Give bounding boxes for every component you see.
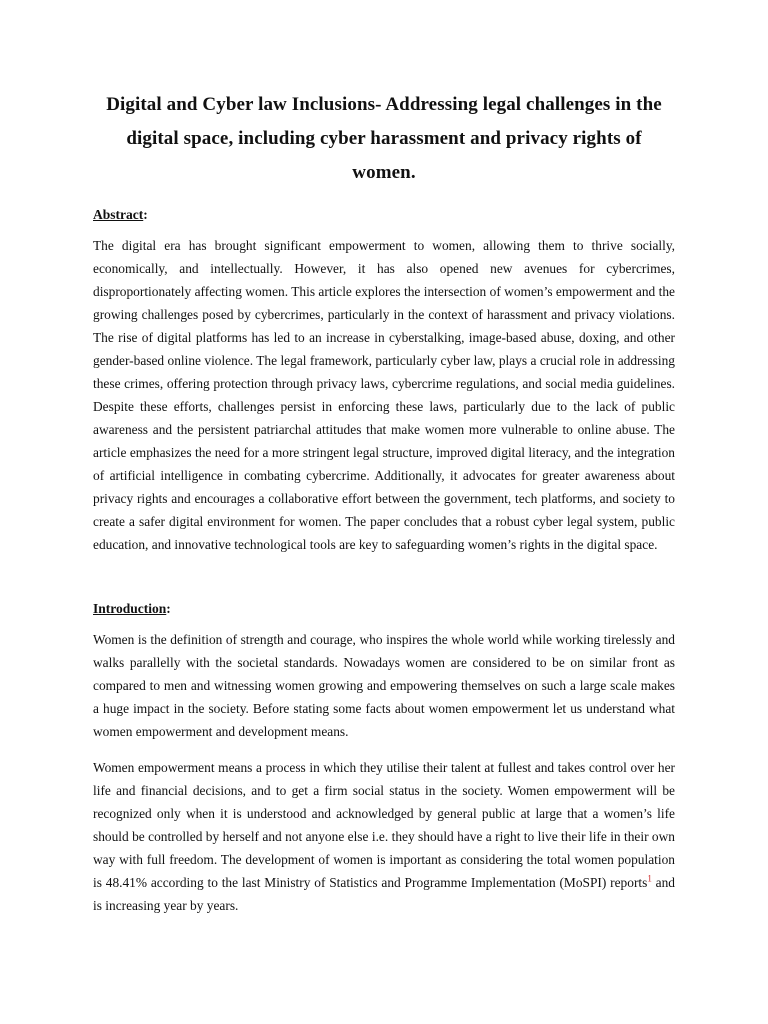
abstract-text: The digital era has brought significant empowerment to women, allowing them to thrive socially, economically, and intellectually. However, it has also opened new avenues for cybercrimes, disproportionately affecting women. This article explores the intersection of women’s empowerment and the growing challenges posed by cybercrimes, particularly in the context of harassment and privacy violations. The rise of digital platforms has led to an increase in cyberstalking, image-based abuse, doxing, and other gender-based online violence. The legal framework, particularly cyber law, plays a crucial role in addressing these crimes, offering protection through privacy laws, cybercrime regulations, and social media guidelines. Despite these efforts, challenges persist in enforcing these laws, particularly due to the lack of public awareness and the persistent patriarchal attitudes that make women more vulnerable to online abuse. The article emphasizes the need for a more stringent legal structure, improved digital literacy, and the integration of artificial intelligence in combating cybercrime. Additionally, it advocates for greater awareness about privacy rights and encourages a collaborative effort between the government, tech platforms, and society to create a safer digital environment for women. The paper concludes that a robust cyber legal system, public education, and innovative technological tools are key to safeguarding women’s rights in the digital space. bbox=[93, 238, 675, 552]
introduction-heading-label: Introduction bbox=[93, 601, 167, 616]
document-page bbox=[93, 88, 675, 917]
footnote-reference[interactable]: 1 bbox=[647, 873, 652, 884]
paper-title: Digital and Cyber law Inclusions- Addressing legal challenges in the digital space, including cyber harassment and privacy rights of women. bbox=[106, 94, 662, 183]
introduction-paragraph-2-text: Women empowerment means a process in which they utilise their talent at fullest and takes control over her life and financial decisions, and to get a firm social status in the society. Women empowerment will be recognized only when it is understood and acknowledged by general public at large that a women’s life should be controlled by herself and not anyone else i.e. they should have a right to live their life in their own way with full freedom. The development of women is important as considering the total women population is 48.41% according to the last Ministry of Statistics and Programme Implementation (MoSPI) reports bbox=[93, 760, 675, 890]
introduction-paragraph-1: Women is the definition of strength and courage, who inspires the whole world while working tirelessly and walks parallelly with the societal standards. Nowadays women are considered to be on similar front as compared to men and witnessing women growing and empowering themselves on such a large scale makes a huge impact in the society. Before stating some facts about women empowerment let us understand what women empowerment and development means. bbox=[93, 632, 675, 739]
section-spacer bbox=[93, 556, 675, 600]
abstract-heading bbox=[93, 206, 675, 224]
introduction-paragraph-2 bbox=[93, 756, 675, 917]
abstract-heading-colon: : bbox=[143, 207, 148, 222]
introduction-heading-colon: : bbox=[166, 601, 171, 616]
abstract-heading-label: Abstract bbox=[93, 207, 144, 222]
introduction-paragraph-2-tail: and is increasing year by years. bbox=[93, 875, 675, 913]
paragraph-spacer bbox=[93, 743, 675, 756]
introduction-heading bbox=[93, 600, 675, 618]
